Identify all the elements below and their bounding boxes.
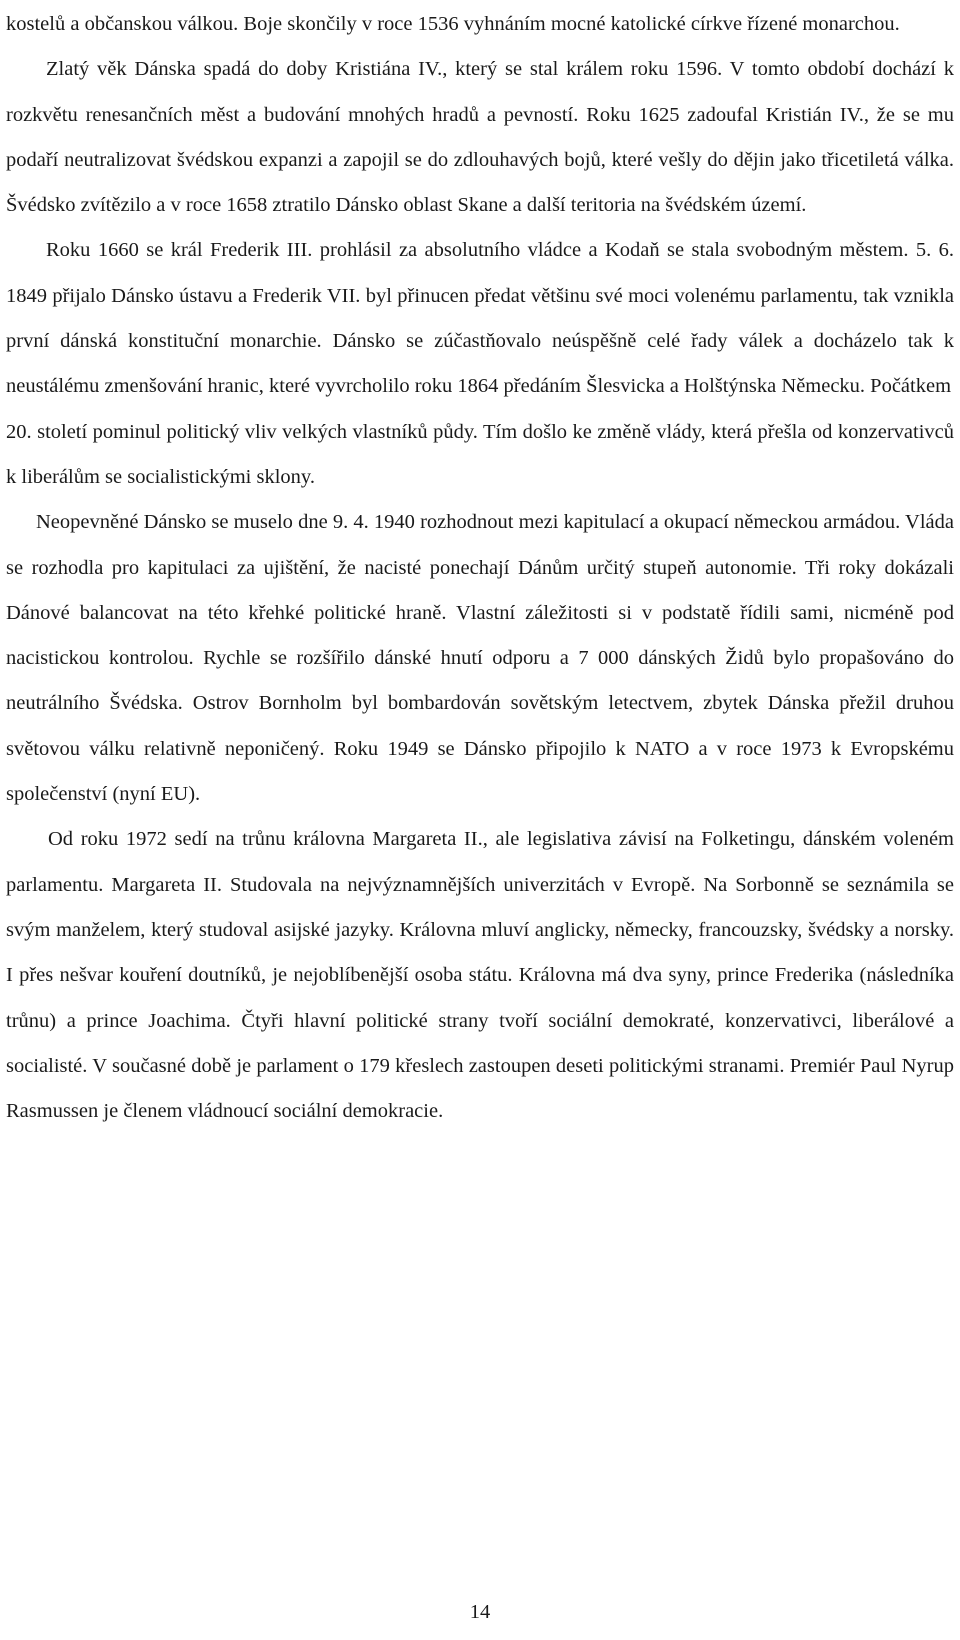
paragraph-present-day: Od roku 1972 sedí na trůnu královna Margareta II., ale legislativa závisí na Folketingu, dánském voleném parlamentu. Margareta II. Studovala na nejvýznamnějších univerzitách v Evropě. Na Sorbonně se seznámila se svým manželem, který studoval asijské jazyky. Královna mluví anglicky, německy, francouzsky, švédsky a norsky. I přes nešvar kouření doutníků, je nejoblíbenější osoba státu. Královna má dva syny, prince Frederika (následníka trůnu) a prince Joachima. Čtyři hlavní politické strany tvoří sociální demokraté, konzervativci, liberálové a socialisté. V současné době je parlament o 179 křeslech zastoupen deseti politickými stranami. Premiér Paul Nyrup Rasmussen je členem vládnoucí sociální demokracie. bbox=[6, 828, 954, 1123]
paragraph-twentieth-century: 20. století pominul politický vliv velkých vlastníků půdy. Tím došlo ke změně vlády, která přešla od konzervativců k liberálům se socialistickými sklony. bbox=[6, 420, 954, 488]
page-number: 14 bbox=[469, 1601, 491, 1623]
paragraph-golden-age: Zlatý věk Dánska spadá do doby Kristiána IV., který se stal králem roku 1596. V tomto období dochází k rozkvětu renesančních měst a budování mnohých hradů a pevností. Roku 1625 zadoufal Kristián IV., že se mu podaří neutralizovat švédskou expanzi a zapojil se do zdlouhavých bojů, které vešly do dějin jako třicetiletá válka. Švédsko zvítězilo a v roce 1658 ztratilo Dánsko oblast Skane a další teritoria na švédském území. bbox=[6, 58, 954, 217]
paragraph-reformation-end: kostelů a občanskou válkou. Boje skončily v roce 1536 vyhnáním mocné katolické církve řízené monarchou. bbox=[6, 13, 900, 35]
paragraph-absolutism: Roku 1660 se král Frederik III. prohlásil za absolutního vládce a Kodaň se stala svobodným městem. 5. 6. 1849 přijalo Dánsko ústavu a Frederik VII. byl přinucen předat většinu své moci volenému parlamentu, tak vznikla první dánská konstituční monarchie. Dánsko se zúčastňovalo neúspěšně celé řady válek a docházelo tak k neustálému zmenšování hranic, které vyvrcholilo roku 1864 předáním Šlesvicka a Holštýnska Německu. Počátkem bbox=[6, 239, 954, 398]
document-body bbox=[6, 2, 954, 1134]
paragraph-occupation: Neopevněné Dánsko se muselo dne 9. 4. 1940 rozhodnout mezi kapitulací a okupací německou armádou. Vláda se rozhodla pro kapitulaci za ujištění, že nacisté ponechají Dánům určitý stupeň autonomie. Tři roky dokázali Dánové balancovat na této křehké politické hraně. Vlastní záležitosti si v podstatě řídili sami, nicméně pod nacistickou kontrolou. Rychle se rozšířilo dánské hnutí odporu a 7 000 dánských Židů bylo propašováno do neutrálního Švédska. Ostrov Bornholm byl bombardován sovětským letectvem, zbytek Dánska přežil druhou světovou válku relativně neponičený. Roku 1949 se Dánsko připojilo k NATO a v roce 1973 k Evropskému společenství (nyní EU). bbox=[6, 511, 954, 806]
